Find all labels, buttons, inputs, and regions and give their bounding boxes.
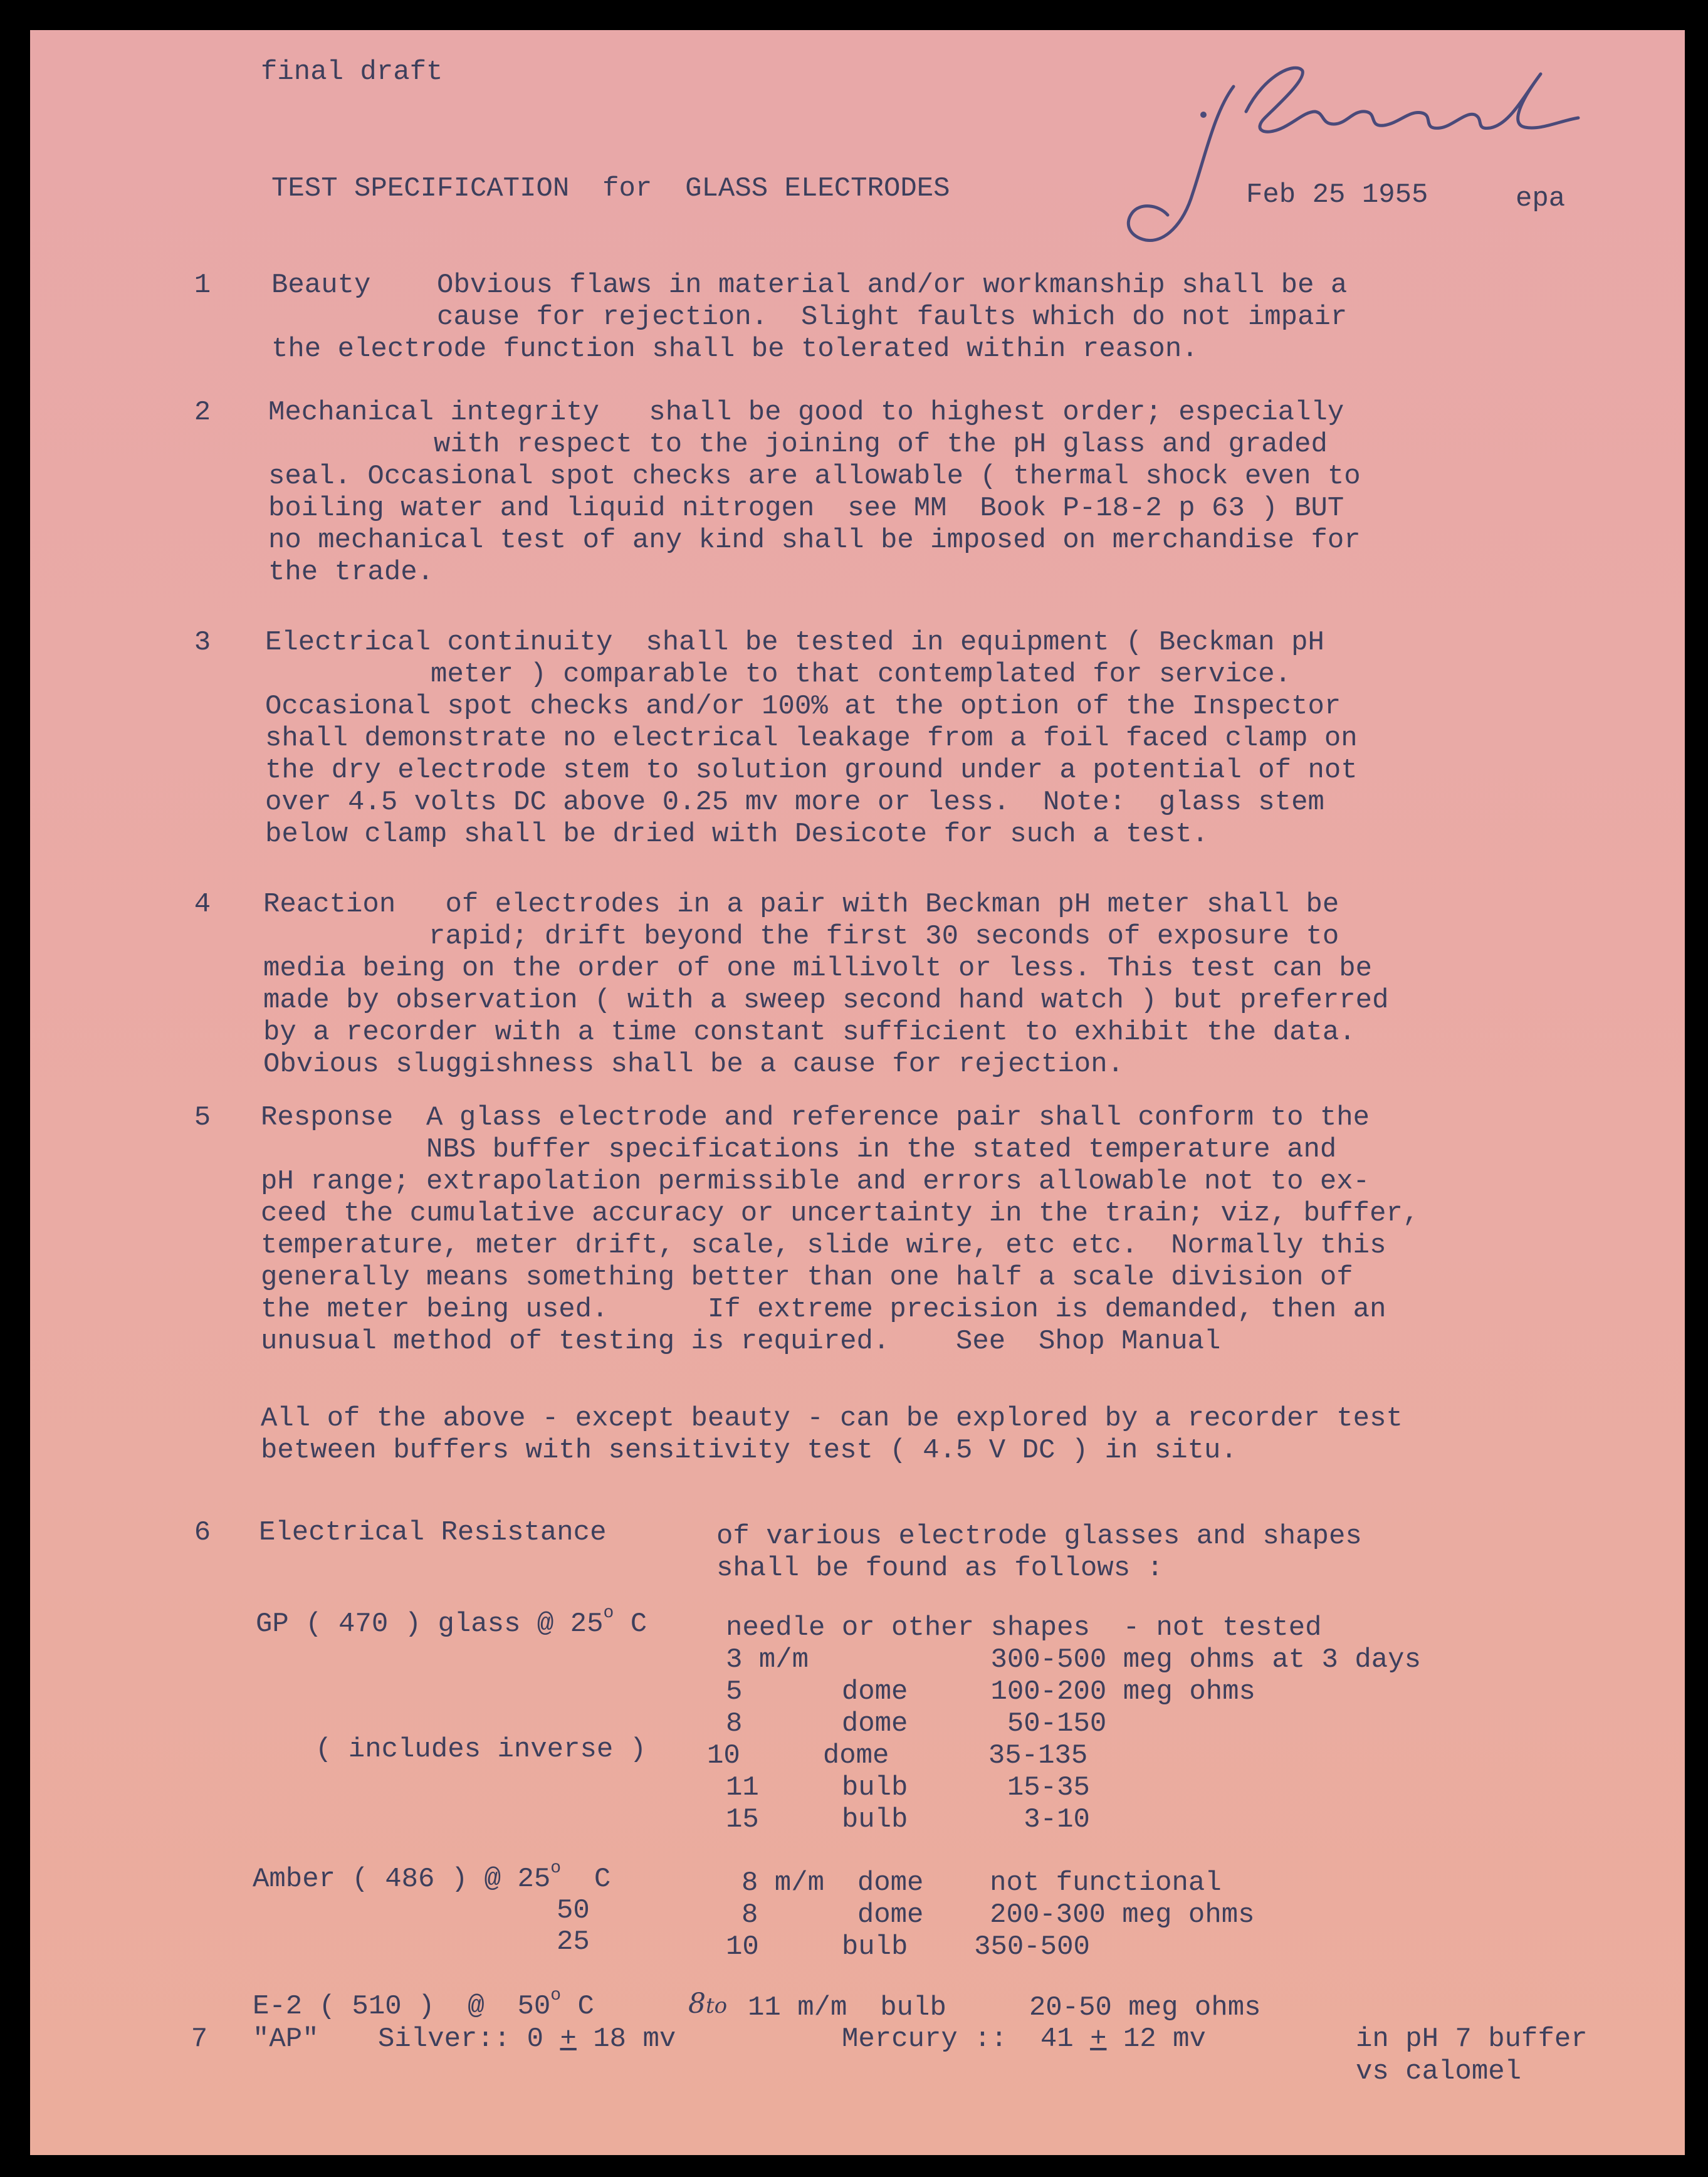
section-number: 1 [194, 270, 211, 301]
text-line: unusual method of testing is required. See Shop Manual [261, 1326, 1221, 1357]
text-line: rapid; drift beyond the first 30 seconds of exposure to [263, 921, 1339, 952]
table-row: 10 bulb 350-500 [726, 1931, 1090, 1963]
ap-label: "AP" [253, 2023, 319, 2055]
table-row: 8 dome 50-150 [726, 1708, 1107, 1739]
text-line: below clamp shall be dried with Desicote for such a test. [265, 819, 1209, 850]
text-line: the dry electrode stem to solution ground under a potential of not [265, 755, 1358, 786]
table-row: 11 m/m bulb 20-50 meg ohms [748, 1992, 1261, 2023]
text-line: shall demonstrate no electrical leakage from a foil faced clamp on [265, 723, 1358, 754]
text-line: NBS buffer specifications in the stated temperature and [261, 1134, 1337, 1165]
section-body [271, 270, 1347, 365]
buffer-note: vs calomel [1356, 2056, 1522, 2087]
amber-temp: 25 [557, 1926, 590, 1958]
text-line: media being on the order of one millivolt or less. This test can be [263, 953, 1373, 984]
gp-glass-note: ( includes inverse ) [315, 1734, 647, 1765]
silver-reading: Silver:: 0 + 18 mv [378, 2023, 676, 2055]
text-line: temperature, meter drift, scale, slide wire, etc etc. Normally this [261, 1230, 1386, 1261]
section-number: 6 [194, 1517, 211, 1548]
section-body [261, 1102, 1419, 1358]
amber-glass-label: Amber ( 486 ) @ 25$^o$ C [253, 1859, 611, 1895]
signature [1058, 36, 1591, 262]
section-body [268, 397, 1361, 589]
table-row: 11 bulb 15-35 [726, 1772, 1090, 1803]
table-row: 8 m/m dome not functional [741, 1867, 1222, 1899]
section-body [263, 889, 1389, 1081]
text-line: Response A glass electrode and reference pair shall conform to the [261, 1102, 1370, 1133]
gp-glass-label: GP ( 470 ) glass @ 25$^o$ C [256, 1603, 647, 1640]
section-number: 5 [194, 1102, 211, 1133]
text-line: Electrical continuity shall be tested in equipment ( Beckman pH [265, 627, 1324, 658]
text-line: with respect to the joining of the pH glass and graded [268, 429, 1328, 460]
e2-glass-label: E-2 ( 510 ) @ 50$^o$ C [253, 1986, 594, 2022]
text-line: between buffers with sensitivity test ( 4.5 V DC ) in situ. [261, 1435, 1237, 1466]
text-line: boiling water and liquid nitrogen see MM Book P-18-2 p 63 ) BUT [268, 493, 1344, 524]
text-line: ceed the cumulative accuracy or uncertainty in the train; viz, buffer, [261, 1198, 1420, 1229]
document-date: Feb 25 1955 [1246, 179, 1428, 211]
section-number: 7 [191, 2023, 208, 2055]
section-number: 2 [194, 397, 211, 428]
text-line: over 4.5 volts DC above 0.25 mv more or less. Note: glass stem [265, 787, 1324, 818]
text-line: cause for rejection. Slight faults which do not impair [271, 302, 1348, 333]
section-number: 3 [194, 627, 211, 658]
e2-handwritten-note: 8to [688, 1988, 728, 2020]
draft-label: final draft [261, 56, 443, 88]
text-line: seal. Occasional spot checks are allowable ( thermal shock even to [268, 461, 1361, 492]
text-line: meter ) comparable to that contemplated for service. [265, 659, 1292, 690]
section-number: 4 [194, 889, 211, 920]
plus-minus-sign: + [1090, 2023, 1107, 2055]
text-line: Reaction of electrodes in a pair with Beckman pH meter shall be [263, 889, 1339, 920]
table-row: 15 bulb 3-10 [726, 1804, 1090, 1835]
text-line: of various electrode glasses and shapes [716, 1521, 1362, 1552]
text-line: generally means something better than one half a scale division of [261, 1262, 1353, 1293]
gp-glass-rows [707, 1612, 1421, 1836]
text-line: the trade. [268, 557, 434, 588]
text-line: the electrode function shall be tolerated within reason. [271, 333, 1198, 365]
table-row: 5 dome 100-200 meg ohms [726, 1676, 1255, 1708]
document-page [30, 30, 1685, 2155]
document-title: TEST SPECIFICATION for GLASS ELECTRODES [271, 173, 950, 204]
plus-minus-sign: + [560, 2023, 577, 2055]
table-row: 8 dome 200-300 meg ohms [741, 1899, 1255, 1931]
summary-paragraph [261, 1403, 1403, 1467]
section-heading: Electrical Resistance [259, 1517, 607, 1548]
section-body [265, 627, 1358, 851]
table-row: needle or other shapes - not tested [726, 1612, 1322, 1644]
text-line: no mechanical test of any kind shall be imposed on merchandise for [268, 525, 1361, 556]
buffer-note: in pH 7 buffer [1356, 2023, 1588, 2055]
text-line: Occasional spot checks and/or 100% at the option of the Inspector [265, 691, 1341, 722]
text-line: Obvious sluggishness shall be a cause for rejection. [263, 1049, 1124, 1080]
initials: epa [1516, 183, 1566, 214]
table-row: 10 dome 35-135 [707, 1740, 1088, 1771]
amber-temp: 50 [557, 1895, 590, 1926]
text-line: made by observation ( with a sweep second hand watch ) but preferred [263, 985, 1389, 1016]
text-line: Mechanical integrity shall be good to highest order; especially [268, 397, 1344, 428]
mercury-reading: Mercury :: 41 + 12 mv [842, 2023, 1206, 2055]
amber-glass-rows [726, 1867, 1255, 1963]
section-intro [716, 1521, 1362, 1585]
table-row: 3 m/m 300-500 meg ohms at 3 days [726, 1644, 1421, 1676]
text-line: the meter being used. If extreme precision is demanded, then an [261, 1294, 1386, 1325]
text-line: Beauty Obvious flaws in material and/or workmanship shall be a [271, 270, 1348, 301]
text-line: pH range; extrapolation permissible and errors allowable not to ex- [261, 1166, 1370, 1197]
text-line: All of the above - except beauty - can be explored by a recorder test [261, 1403, 1403, 1434]
text-line: shall be found as follows : [716, 1553, 1163, 1584]
text-line: by a recorder with a time constant sufficient to exhibit the data. [263, 1017, 1356, 1048]
